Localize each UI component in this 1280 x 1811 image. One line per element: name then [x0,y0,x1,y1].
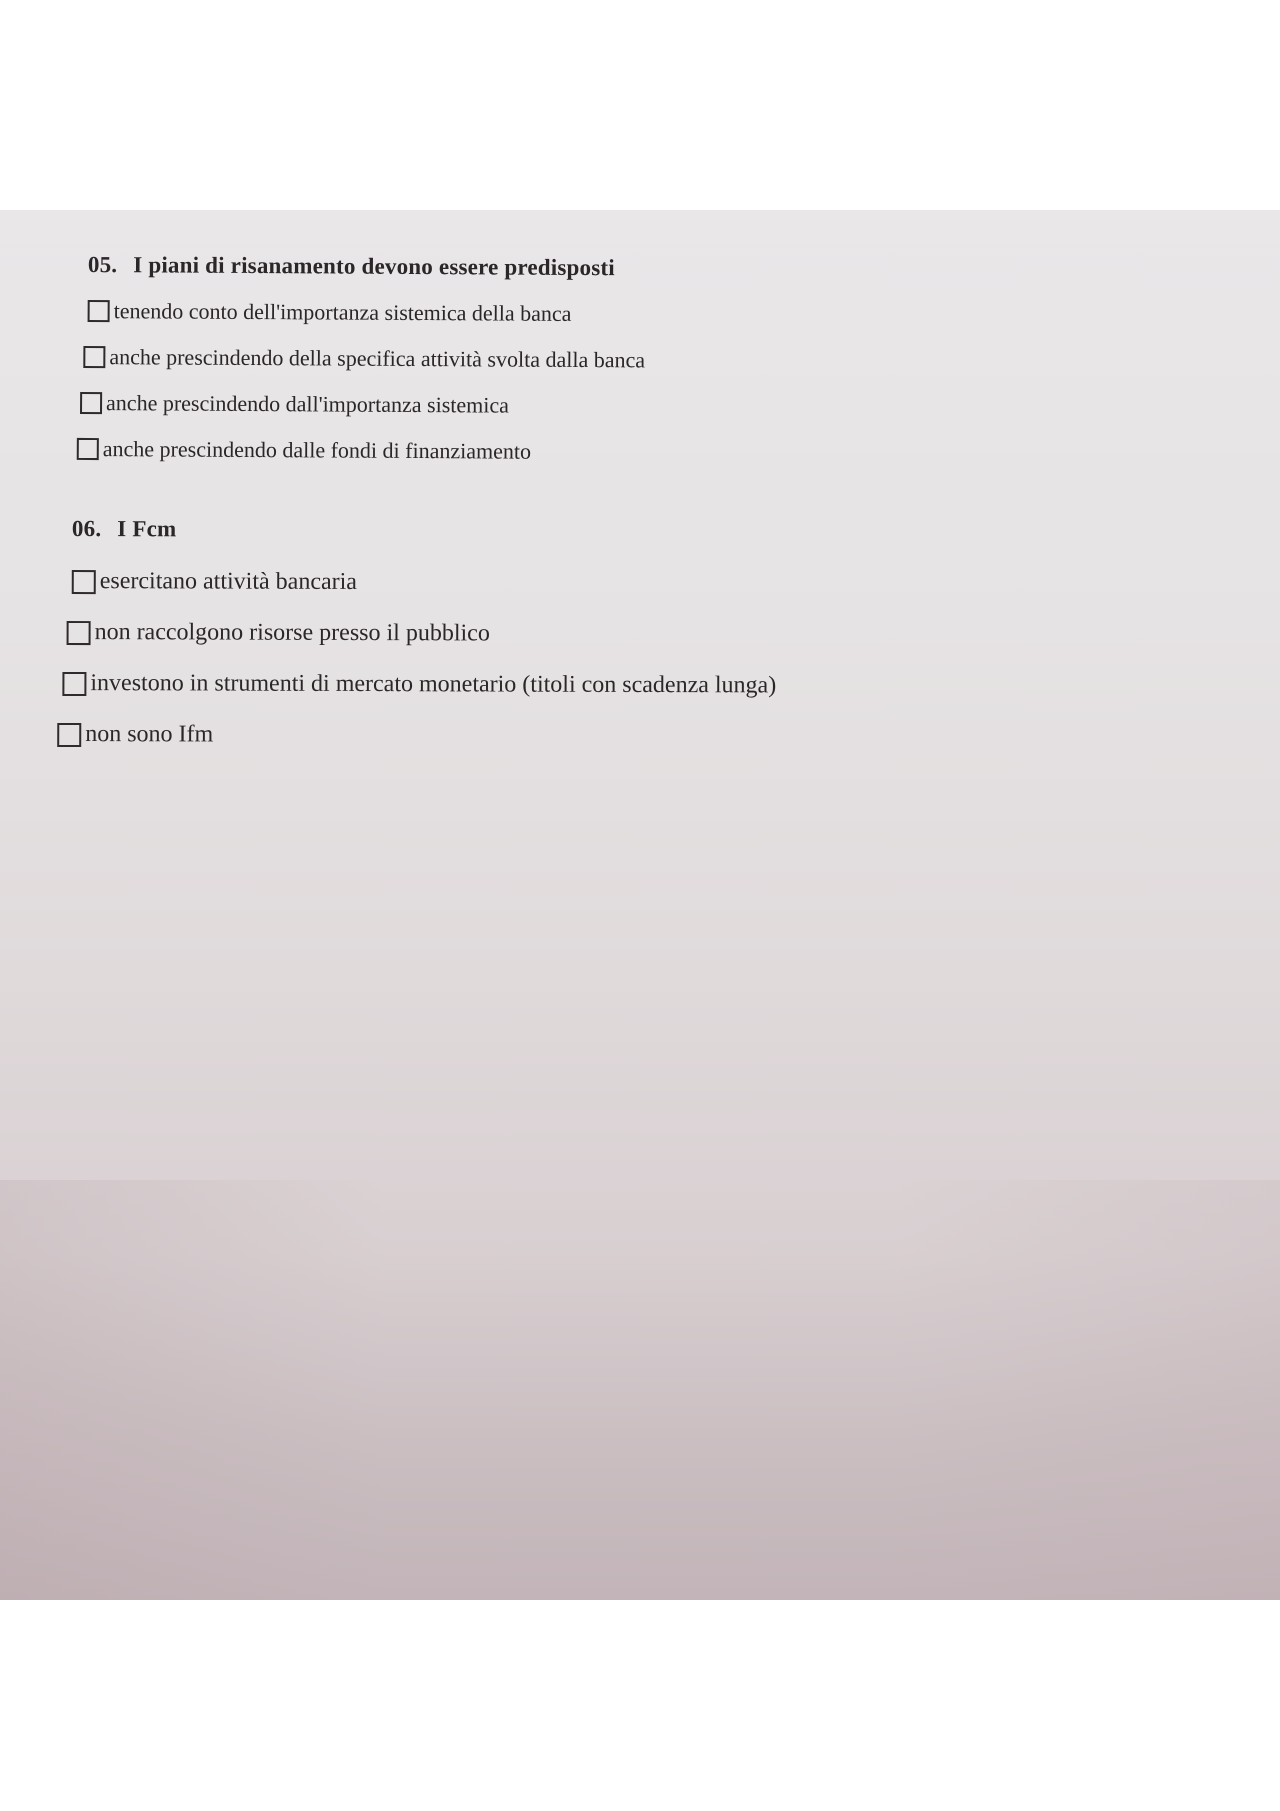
answer-option[interactable] [80,380,645,429]
answer-label: anche prescindendo della specifica attività svolta dalla banca [109,344,646,373]
answer-label: non sono Ifm [85,721,214,748]
answer-option[interactable] [87,288,645,337]
checkbox[interactable] [57,722,81,746]
answer-label: esercitano attività bancaria [99,568,358,595]
checkbox[interactable] [77,438,99,460]
question-number: 05. [87,252,118,278]
answer-label: anche prescindendo dalle fondi di finanziamento [102,436,532,464]
checkbox[interactable] [80,392,102,414]
answer-label: non raccolgono risorse presso il pubblico [94,619,490,647]
checkbox[interactable] [83,346,105,368]
checkbox[interactable] [88,300,110,322]
answer-option[interactable] [57,709,776,763]
question-title [72,516,777,544]
checkbox[interactable] [67,620,91,644]
question-title [88,252,646,281]
answer-label: tenendo conto dell'importanza sistemica della banca [113,298,572,326]
answer-label: anche prescindendo dall'importanza sistemica [106,390,510,418]
answer-label: investono in strumenti di mercato monetario (titoli con scadenza lunga) [90,670,777,699]
answer-option[interactable] [67,607,777,660]
question-number: 06. [71,516,102,542]
checkbox[interactable] [72,569,96,593]
answer-option[interactable] [72,556,777,609]
question-text: I piani di risanamento devono essere predisposti [133,252,615,281]
question-text: I Fcm [117,516,177,542]
answer-option[interactable] [83,334,645,383]
answer-option[interactable] [77,426,645,475]
checkbox[interactable] [62,671,86,695]
answer-option[interactable] [62,658,776,711]
question-06 [71,516,777,762]
question-05 [87,252,646,475]
